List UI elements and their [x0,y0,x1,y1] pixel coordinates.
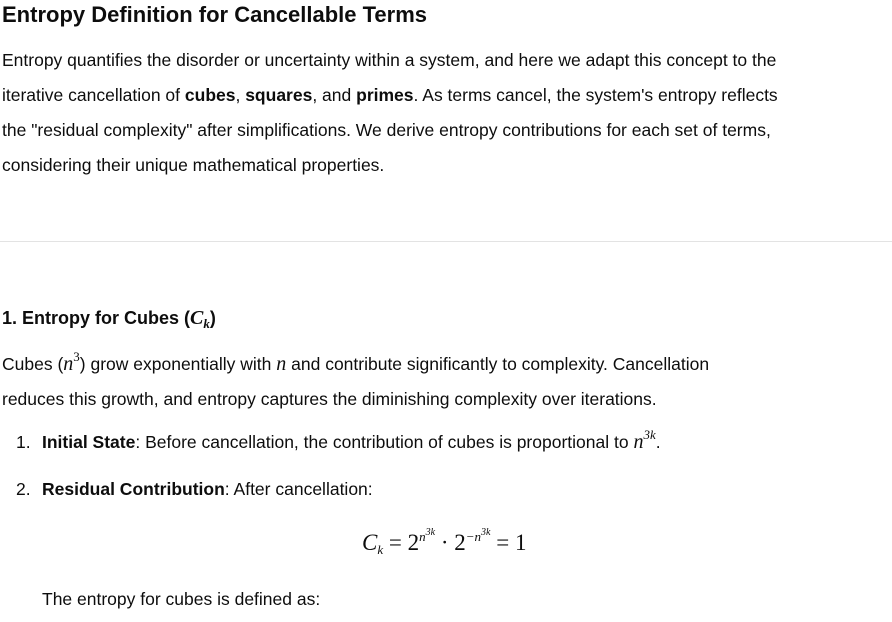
entropy-text: The entropy for cubes is defined as: [42,589,321,609]
intro-line-1: Entropy quantifies the disorder or uncertainty within a system, and here we adapt this concept to the [2,50,777,70]
list-item: 2. Residual Contribution: After cancellation: [16,479,373,499]
intro-paragraph [2,43,778,183]
section-divider [0,241,892,242]
term-squares: squares [245,85,313,105]
equation-residual: $C_k = 2^{n^{3k}} \cdot 2^{-n^{3k}} = 1$ [362,527,527,557]
heading-math: $C_k$ [190,307,210,331]
cubes-paragraph [2,347,709,417]
page-title: Entropy Definition for Cancellable Terms [2,2,427,27]
term-primes: primes [356,85,414,105]
math-n: n [276,353,287,375]
intro-line-3: the "residual complexity" after simplifications. We derive entropy contributions for each set of terms, [2,120,771,140]
section-heading: 1. Entropy for Cubes $(C_k)$ [2,307,216,331]
cubes-line-2: reduces this growth, and entropy captures the diminishing complexity over iterations. [2,389,657,409]
intro-line-2: iterative cancellation of cubes, squares, and primes. As terms cancel, the system's entropy reflects [2,85,778,105]
term-cubes: cubes [184,85,236,105]
item-label: Initial State [42,432,136,452]
list-item: 1. Initial State: Before cancellation, the contribution of cubes is proportional to $n^{3k}$. [16,427,661,453]
math-n-cubed: $n^3$ [63,349,80,375]
item-label: Residual Contribution [42,479,225,499]
cubes-line-1: Cubes $(n^3)$ grow exponentially with n and contribute significantly to complexity. Cancellation [2,349,710,375]
intro-line-4: considering their unique mathematical properties. [2,155,385,175]
math-n-3k: $n^{3k}$ [633,427,656,453]
